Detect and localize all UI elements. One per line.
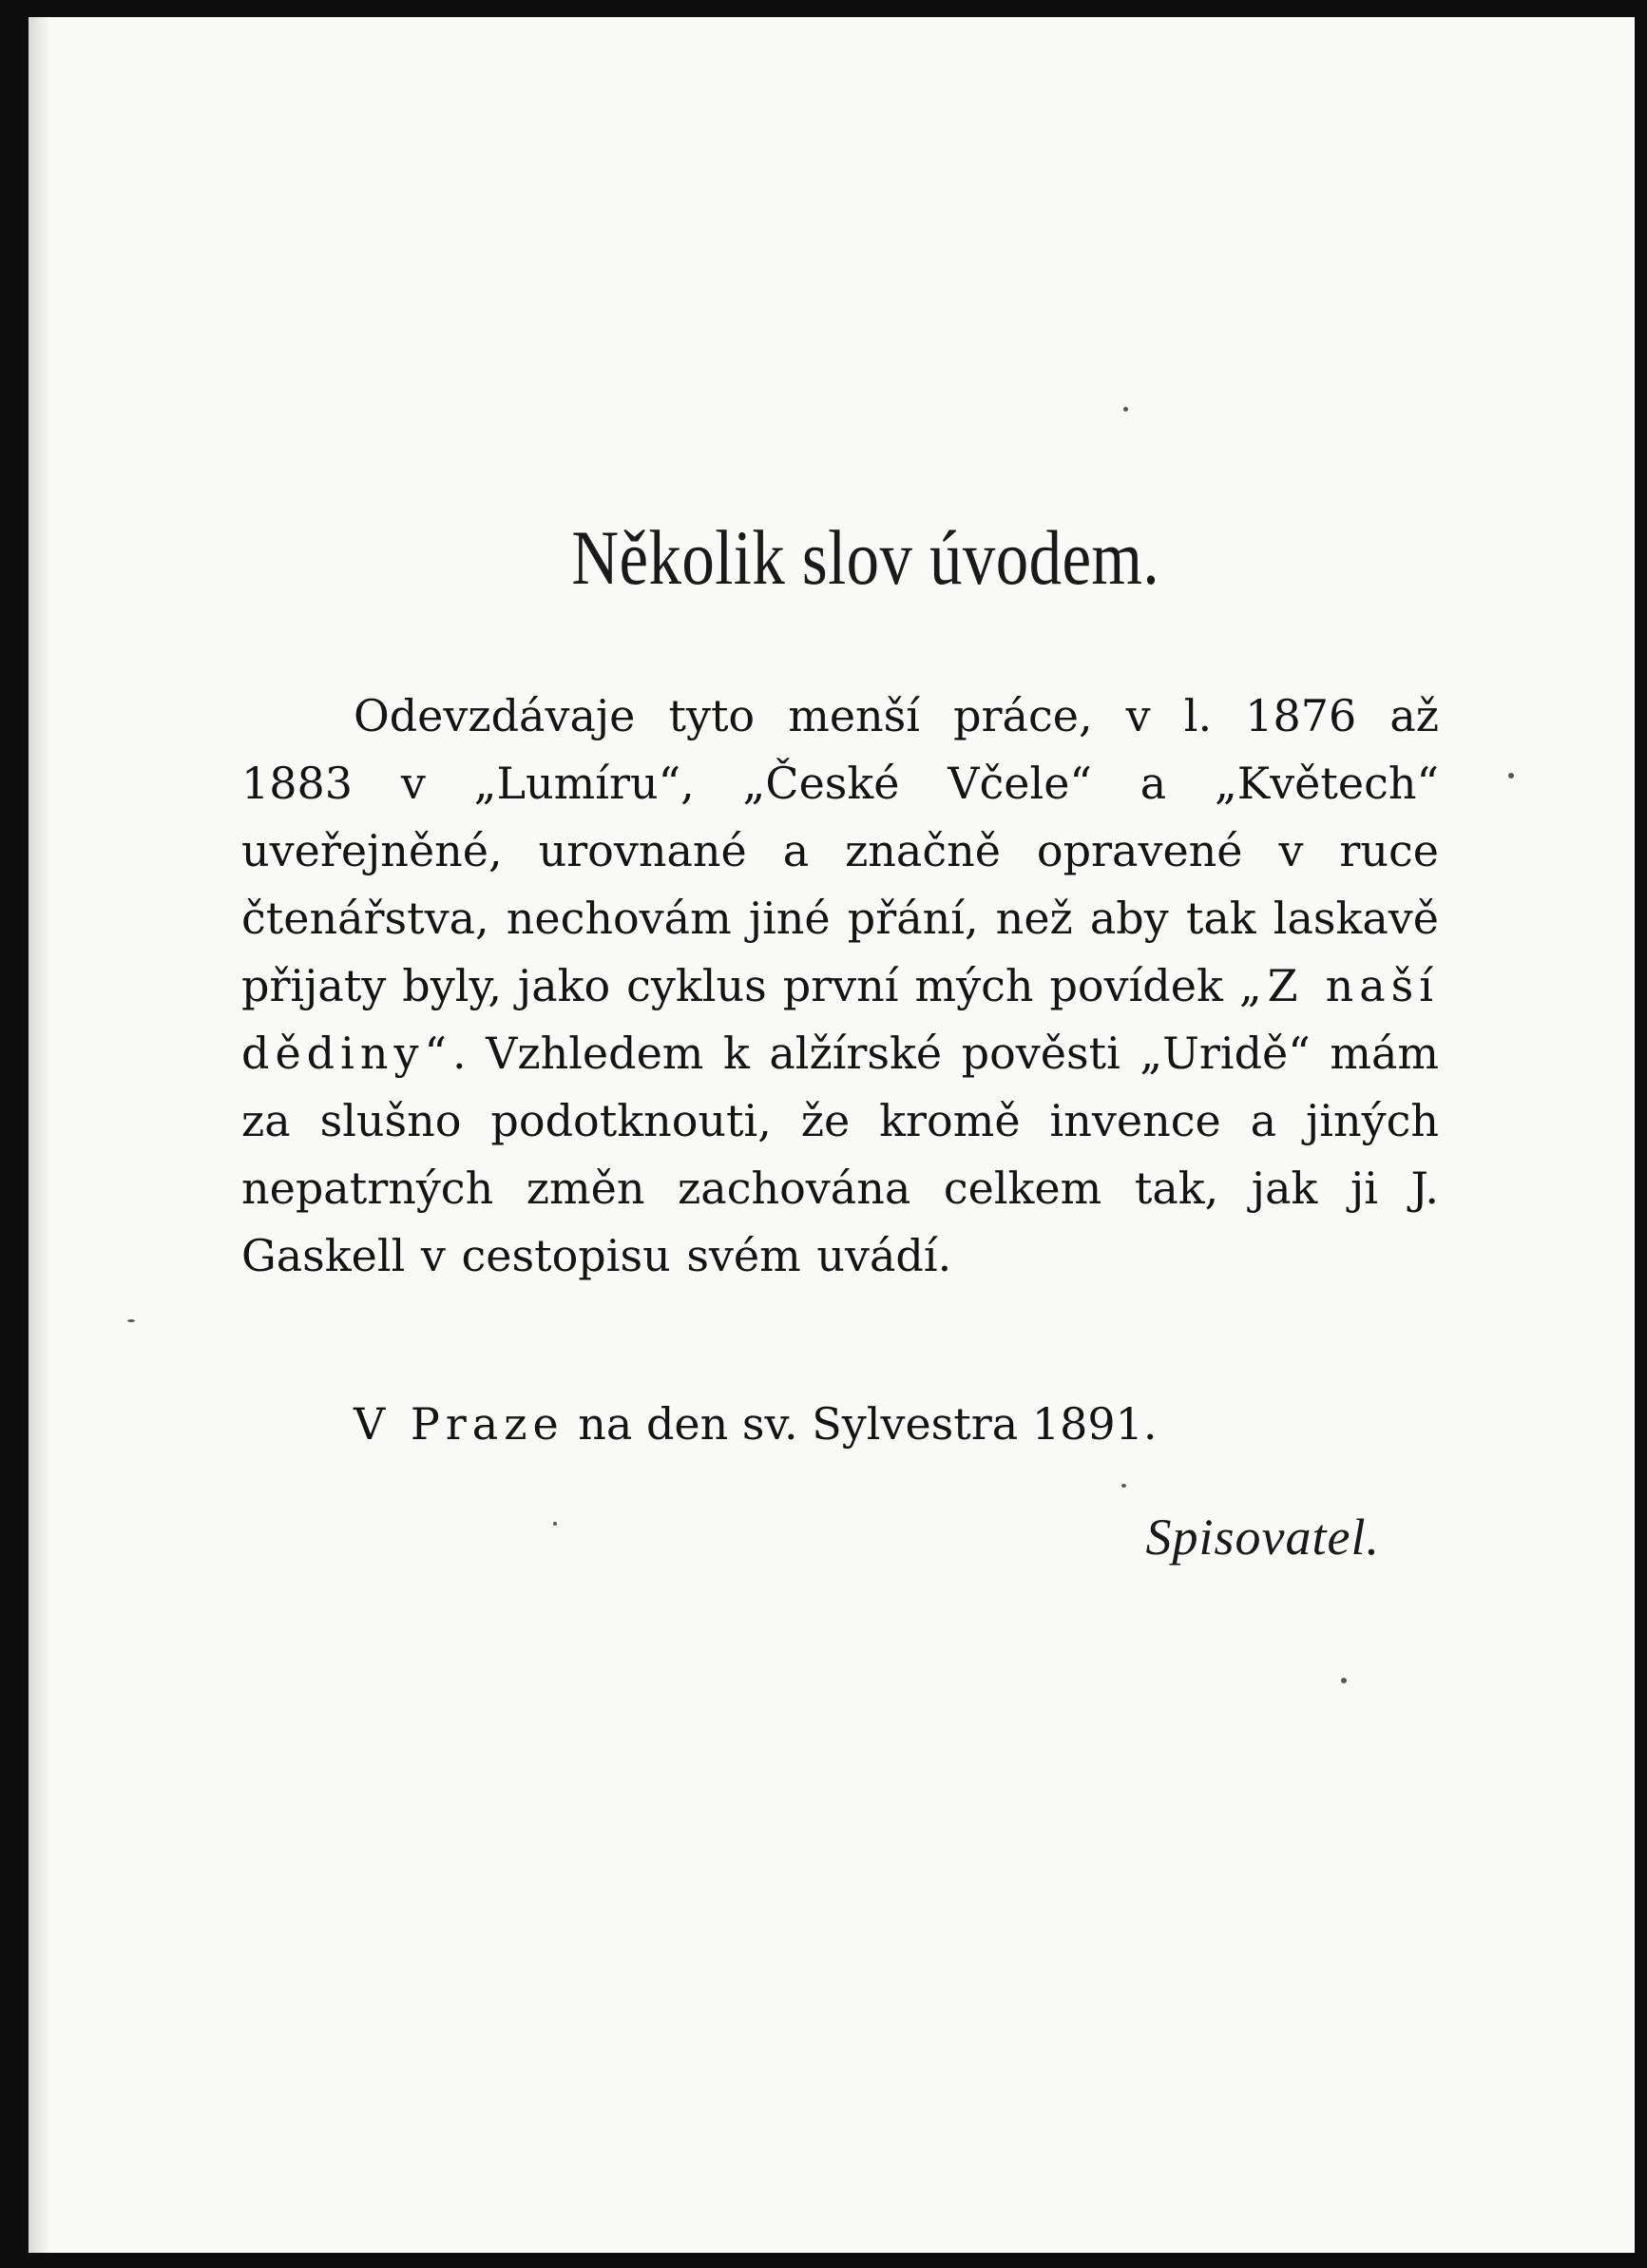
book-page (29, 17, 1635, 2253)
paper-speck (127, 1319, 135, 1322)
signature: Spisovatel. (1145, 1509, 1380, 1566)
dateline-rest: na den sv. Sylvestra 1891. (564, 1398, 1158, 1450)
paper-speck (1121, 1484, 1126, 1488)
introduction-paragraph (241, 682, 1439, 1290)
page-title: Několik slov úvodem. (571, 514, 1160, 601)
dateline-place: V Praze (354, 1398, 565, 1450)
paper-speck (1123, 407, 1128, 412)
paper-speck (1341, 1678, 1347, 1683)
paragraph-text-part1: Odevzdávaje tyto menší práce, v l. 1876 až 1883 v „Lumíru“, „České Včele“ a „Květech“ uveřejněné, urovnané a značně opravené v ruce čtenářstva, nechovám jiné přání, než aby tak laskavě přijaty byly, jako cyklus první mých povídek (241, 690, 1439, 1011)
dateline (354, 1391, 1446, 1458)
paragraph-text-part2: . Vzhledem k alžírské pověsti „Uridě“ mám za slušno podotknouti, že kromě invence a jiných nepatrných změn zachována celkem tak, jak ji J. Gaskell v cestopisu svém uvádí. (241, 1028, 1439, 1281)
page-edge-shadow (29, 17, 49, 2253)
paragraph-emphasis: „Z naší dědiny“ (241, 960, 1439, 1079)
paper-speck (1508, 773, 1514, 778)
paper-speck (553, 1522, 557, 1526)
